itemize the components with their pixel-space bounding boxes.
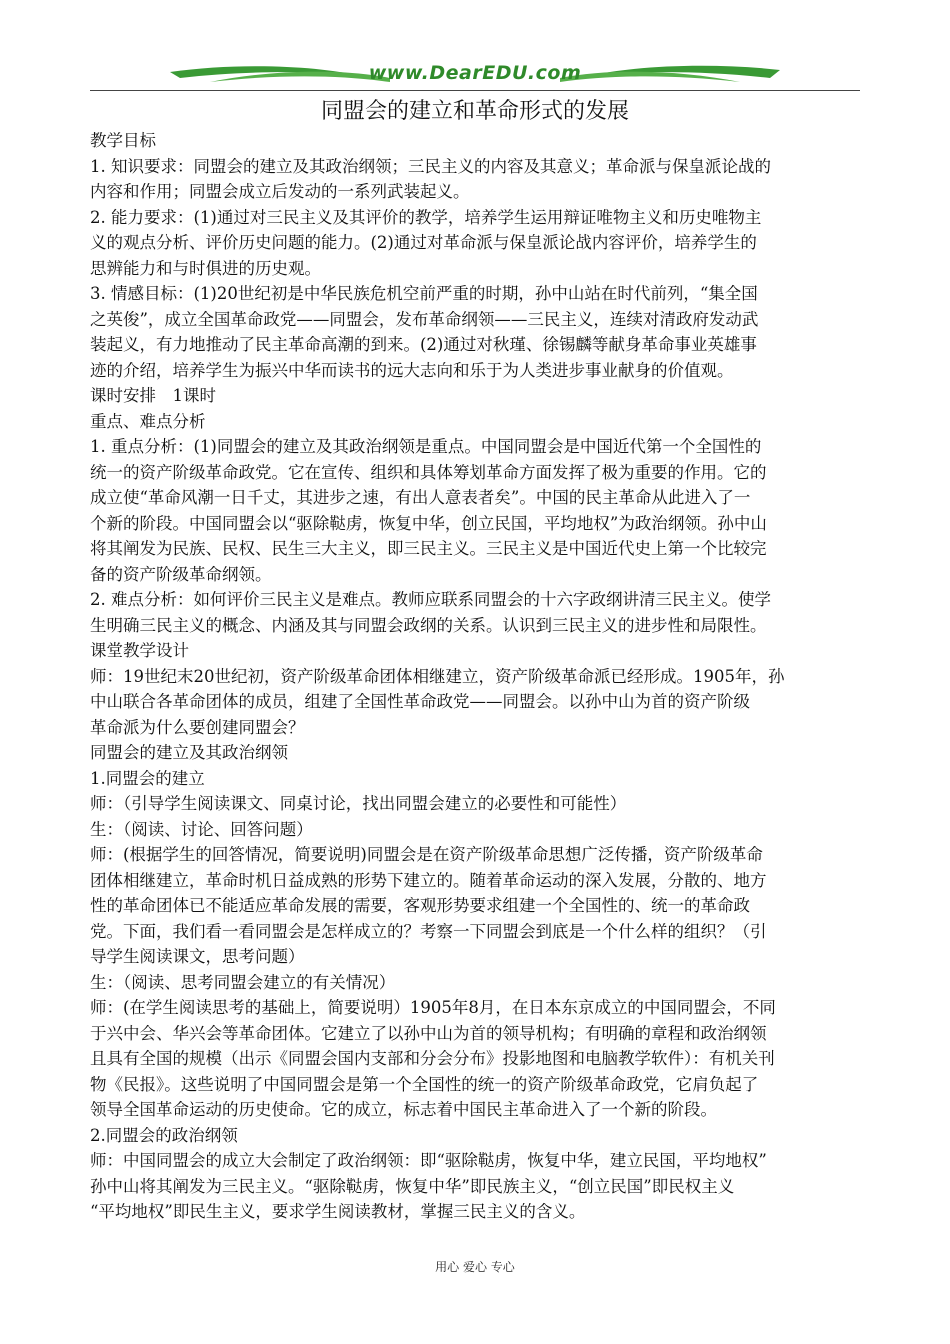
text-line: 性的革命团体已不能适应革命发展的需要，客观形势要求组建一个全国性的、统一的革命政 <box>90 896 750 915</box>
text-line: 党。下面，我们看一看同盟会是怎样成立的？考察一下同盟会到底是一个什么样的组织？（引 <box>90 921 767 941</box>
text-line: 将其阐发为民族、民权、民生三大主义，即三民主义。三民主义是中国近代史上第一个比较完 <box>90 539 767 558</box>
text-line: 生：（阅读、思考同盟会建立的有关情况） <box>90 972 396 992</box>
text-line: 师：(根据学生的回答情况，简要说明)同盟会是在资产阶级革命思想广泛传播，资产阶级革命 <box>90 845 763 864</box>
text-line: 师：19世纪末20世纪初，资产阶级革命团体相继建立，资产阶级革命派已经形成。1905年，孙 <box>90 666 785 686</box>
page-footer: 用心 爱心 专心 <box>435 1260 515 1274</box>
header-logo-banner <box>90 58 860 92</box>
text-line: 物《民报》。这些说明了中国同盟会是第一个全国性的统一的资产阶级革命政党，它肩负起了 <box>90 1074 759 1094</box>
text-line: 成立使“革命风潮一日千丈，其进步之速，有出人意表者矣”。中国的民主革命从此进入了一 <box>90 488 751 507</box>
text-line: 课堂教学设计 <box>90 641 189 660</box>
text-line: 思辨能力和与时俱进的历史观。 <box>90 258 321 278</box>
text-line: 1. 重点分析：(1)同盟会的建立及其政治纲领是重点。中国同盟会是中国近代第一个全国性的 <box>90 437 762 456</box>
text-line: 同盟会的建立及其政治纲领 <box>90 743 288 762</box>
logo-text: www.DearEDU.com <box>368 62 582 84</box>
text-line: 统一的资产阶级革命政党。它在宣传、组织和具体筹划革命方面发挥了极为重要的作用。它的 <box>90 462 767 482</box>
text-line: 导学生阅读课文，思考问题） <box>90 947 305 966</box>
text-line: 中山联合各革命团体的成员，组建了全国性革命政党——同盟会。以孙中山为首的资产阶级 <box>90 692 750 711</box>
text-line: 生明确三民主义的概念、内涵及其与同盟会政纲的关系。认识到三民主义的进步性和局限性。 <box>90 615 767 635</box>
text-line: 师：(在学生阅读思考的基础上，简要说明）1905年8月，在日本东京成立的中国同盟会，不同 <box>90 998 776 1017</box>
text-line: 1.同盟会的建立 <box>90 768 205 788</box>
page-title: 同盟会的建立和革命形式的发展 <box>320 99 629 124</box>
text-line: 义的观点分析、评价历史问题的能力。(2)通过对革命派与保皇派论战内容评价，培养学生的 <box>90 233 757 252</box>
text-line: 师：（引导学生阅读课文、同桌讨论，找出同盟会建立的必要性和可能性） <box>90 794 627 813</box>
text-line: 教学目标 <box>90 131 156 150</box>
text-line: 内容和作用；同盟会成立后发动的一系列武装起义。 <box>90 182 470 201</box>
text-line: 重点、难点分析 <box>90 411 206 431</box>
text-line: 课时安排 1课时 <box>90 386 216 405</box>
text-line: 装起义，有力地推动了民主革命高潮的到来。(2)通过对秋瑾、徐锡麟等献身革命事业英雄事 <box>90 335 757 354</box>
text-line: 生：（阅读、讨论、回答问题） <box>90 819 313 839</box>
text-line: 孙中山将其阐发为三民主义。“驱除鞑虏，恢复中华”即民族主义，“创立民国”即民权主义 <box>90 1176 735 1196</box>
text-line: 革命派为什么要创建同盟会？ <box>90 717 305 737</box>
text-line: 于兴中会、华兴会等革命团体。它建立了以孙中山为首的领导机构；有明确的章程和政治纲领 <box>90 1023 767 1043</box>
text-line: “平均地权”即民生主义，要求学生阅读教材，掌握三民主义的含义。 <box>90 1202 586 1221</box>
text-line: 个新的阶段。中国同盟会以“驱除鞑虏，恢复中华，创立民国，平均地权”为政治纲领。孙中山 <box>90 513 767 533</box>
text-line: 2.同盟会的政治纲领 <box>90 1125 238 1145</box>
text-line: 领导全国革命运动的历史使命。它的成立，标志着中国民主革命进入了一个新的阶段。 <box>90 1100 717 1119</box>
header-divider <box>90 90 860 91</box>
text-line: 师：中国同盟会的成立大会制定了政治纲领：即“驱除鞑虏，恢复中华，建立民国，平均地权” <box>90 1151 767 1170</box>
text-line: 且具有全国的规模（出示《同盟会国内支部和分会分布》投影地图和电脑教学软件）：有机关刊 <box>90 1049 775 1068</box>
text-line: 3. 情感目标：(1)20世纪初是中华民族危机空前严重的时期，孙中山站在时代前列，“集全国 <box>90 284 758 303</box>
text-line: 之英俊”，成立全国革命政党——同盟会，发布革命纲领——三民主义，连续对清政府发动武 <box>90 309 759 329</box>
text-line: 1. 知识要求：同盟会的建立及其政治纲领；三民主义的内容及其意义；革命派与保皇派论战的 <box>90 156 771 176</box>
text-line: 团体相继建立，革命时机日益成熟的形势下建立的。随着革命运动的深入发展，分散的、地方 <box>90 870 767 890</box>
text-line: 2. 难点分析：如何评价三民主义是难点。教师应联系同盟会的十六字政纲讲清三民主义。使学 <box>90 590 771 609</box>
text-line: 备的资产阶级革命纲领。 <box>90 564 272 584</box>
document-body <box>90 128 866 1225</box>
text-line: 2. 能力要求：(1)通过对三民主义及其评价的教学，培养学生运用辩证唯物主义和历史唯物主 <box>90 207 762 227</box>
text-line: 迹的介绍，培养学生为振兴中华而读书的远大志向和乐于为人类进步事业献身的价值观。 <box>90 360 734 380</box>
